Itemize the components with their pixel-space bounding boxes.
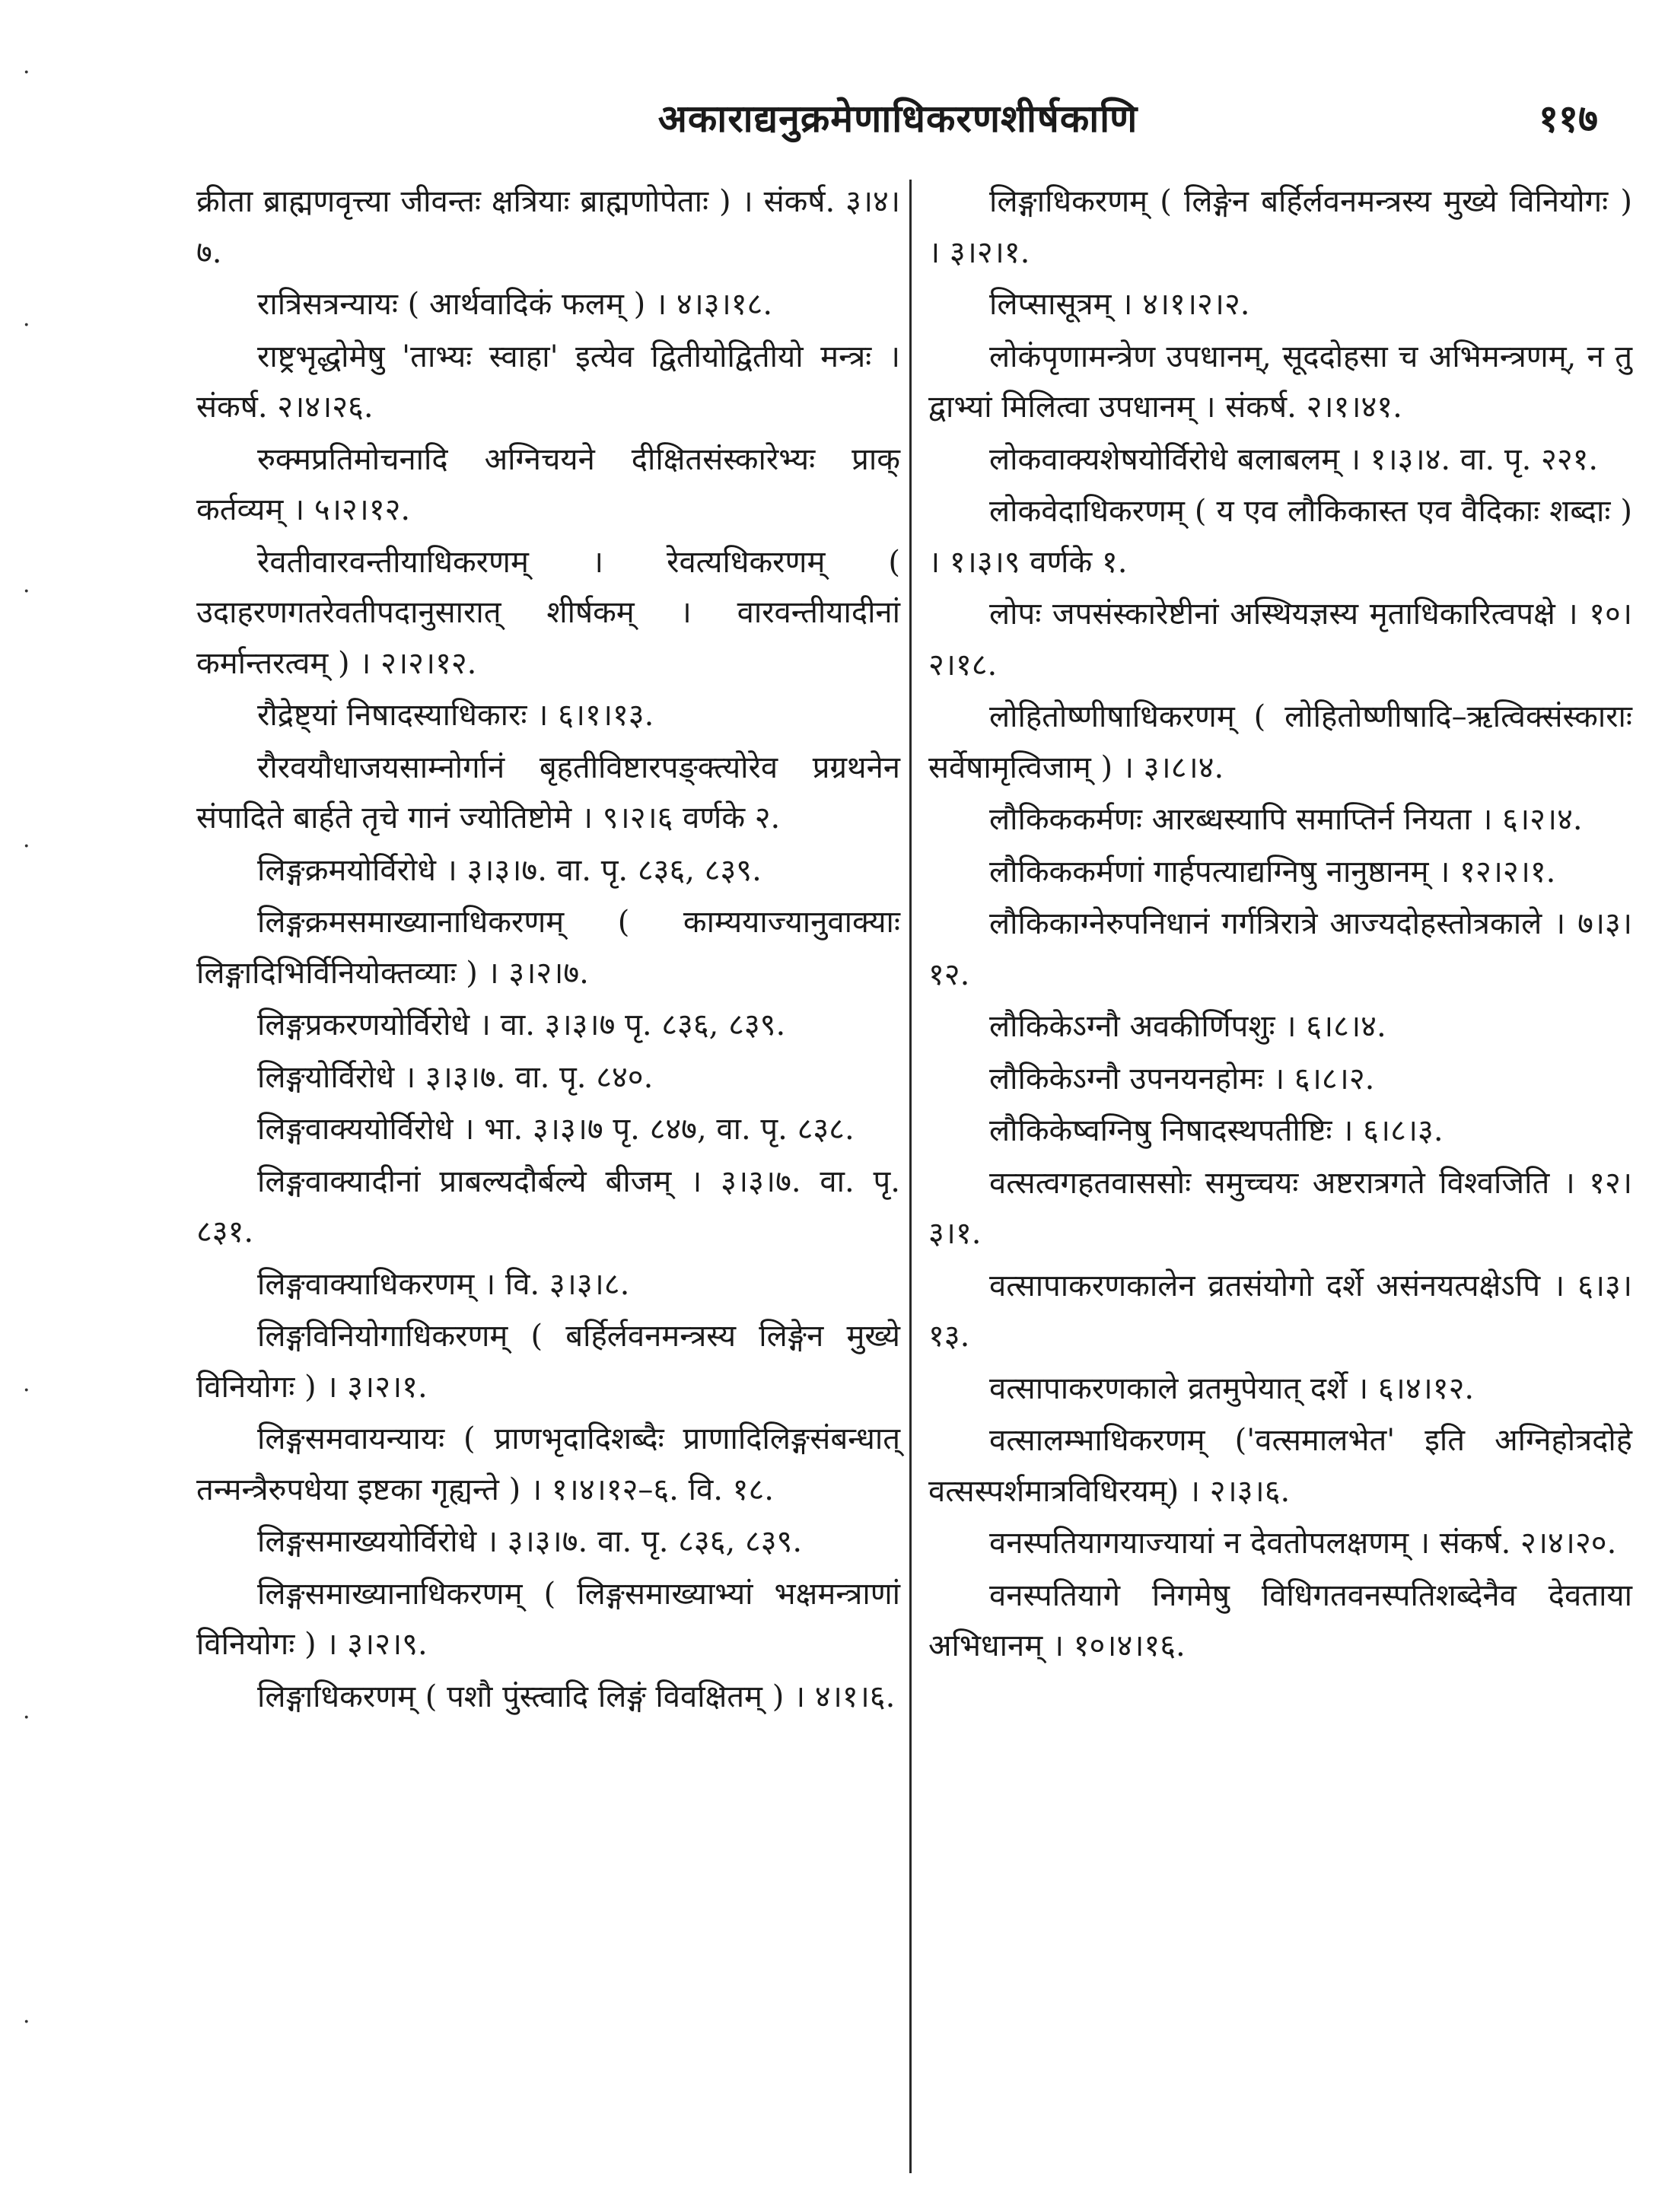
index-entry: लोपः जपसंस्कारेष्टीनां अस्थियज्ञस्य मृताधिकारित्वपक्षे । १०।२।१८. (928, 597, 1632, 683)
index-entry: रेवतीवारवन्तीयाधिकरणम् । रेवत्यधिकरणम् ( उदाहरणगतरेवतीपदानुसारात् शीर्षकम् । वारवन्तीयादीनां कर्मान्तरत्वम् ) । २।२।१२. (196, 544, 900, 681)
index-entry: वनस्पतियागे निगमेषु विधिगतवनस्पतिशब्देनैव देवताया अभिधानम् । १०।४।१६. (928, 1577, 1632, 1663)
column-divider (909, 180, 912, 2173)
index-entry: लिङ्गवाक्यादीनां प्राबल्यदौर्बल्ये बीजम् । ३।३।७. वा. पृ. ८३१. (196, 1163, 900, 1249)
index-entry: रौद्रेष्ट्यां निषादस्याधिकारः । ६।१।१३. (257, 698, 654, 733)
index-entry: लौकिकाग्नेरुपनिधानं गर्गत्रिरात्रे आज्यदोहस्तोत्रकाले । ७।३।१२. (928, 906, 1632, 992)
index-entry: लौकिकेऽग्नौ उपनयनहोमः । ६।८।२. (989, 1061, 1375, 1096)
margin-mark: · (23, 2009, 30, 2035)
index-entry: रौरवयौधाजयसाम्नोर्गानं बृहतीविष्टारपङ्क्त्योरेव प्रग्रथनेन संपादिते बार्हते तृचे गानं ज्योतिष्टोमे । ९।२।६ वर्णके २. (196, 750, 900, 835)
running-header (198, 91, 1598, 152)
index-entry: लिङ्गवाक्ययोर्विरोधे । भा. ३।३।७ पृ. ८४७, वा. पृ. ८३८. (257, 1112, 855, 1147)
index-entry: क्रीता ब्राह्मणवृत्त्या जीवन्तः क्षत्रियाः ब्राह्मणोपेताः ) । संकर्ष. ३।४।७. (196, 184, 900, 270)
index-entry: लौकिकेष्वग्निषु निषादस्थपतीष्टिः । ६।८।३. (989, 1113, 1444, 1148)
index-entry: लिप्सासूत्रम् । ४।१।२।२. (989, 287, 1250, 322)
index-entry: रुक्मप्रतिमोचनादि अग्निचयने दीक्षितसंस्कारेभ्यः प्राक् कर्तव्यम् । ५।२।१२. (196, 441, 900, 527)
index-entry: लोहितोष्णीषाधिकरणम् ( लोहितोष्णीषादि–ऋत्विक्संस्काराः सर्वेषामृत्विजाम् ) । ३।८।४. (928, 699, 1632, 785)
margin-mark: · (23, 59, 30, 86)
index-entry: लिङ्गवाक्याधिकरणम् । वि. ३।३।८. (257, 1266, 630, 1302)
page-number: ११७ (1539, 96, 1598, 141)
index-entry: वनस्पतियागयाज्यायां न देवतोपलक्षणम् । संकर्ष. २।४।२०. (989, 1526, 1617, 1561)
index-entry: लोकवेदाधिकरणम् ( य एव लौकिकास्त एव वैदिकाः शब्दाः ) । १।३।९ वर्णके १. (928, 494, 1632, 580)
margin-mark: · (23, 578, 30, 605)
left-column (196, 177, 900, 1723)
index-entry: लोकंपृणामन्त्रेण उपधानम्, सूददोहसा च अभिमन्त्रणम्, न तु द्वाभ्यां मिलित्वा उपधानम् । संकर्ष. २।१।४१. (928, 339, 1632, 425)
index-entry: लौकिकेऽग्नौ अवकीर्णिपशुः । ६।८।४. (989, 1009, 1386, 1044)
index-entry: लिङ्गसमवायन्यायः ( प्राणभृदादिशब्दैः प्राणादिलिङ्गसंबन्धात् तन्मन्त्रैरुपधेया इष्टका गृह्यन्ते ) । १।४।१२–६. वि. १८. (196, 1421, 900, 1507)
index-entry: लिङ्गसमाख्यानाधिकरणम् ( लिङ्गसमाख्याभ्यां भक्षमन्त्राणां विनियोगः ) । ३।२।९. (196, 1576, 900, 1662)
index-entry: लिङ्गाधिकरणम् ( पशौ पुंस्त्वादि लिङ्गं विवक्षितम् ) । ४।१।६. (257, 1679, 896, 1714)
index-entry: वत्सापाकरणकाले व्रतमुपेयात् दर्शे । ६।४।१२. (989, 1370, 1475, 1406)
index-entry: वत्सालम्भाधिकरणम् ('वत्समालभेत' इति अग्निहोत्रदोहे वत्सस्पर्शमात्रविधिरयम्) । २।३।६. (928, 1423, 1632, 1509)
index-entry: लिङ्गक्रमयोर्विरोधे । ३।३।७. वा. पृ. ८३६, ८३९. (257, 852, 762, 888)
index-entry: लिङ्गप्रकरणयोर्विरोधे । वा. ३।३।७ पृ. ८३६, ८३९. (257, 1007, 786, 1042)
margin-mark: · (23, 1704, 30, 1731)
index-entry: वत्सत्वगहतवाससोः समुच्चयः अष्टरात्रगते विश्वजिति । १२।३।१. (928, 1165, 1632, 1251)
index-entry: रात्रिसत्रन्यायः ( आर्थवादिकं फलम् ) । ४।३।१८. (257, 287, 773, 322)
index-entry: लिङ्गसमाख्ययोर्विरोधे । ३।३।७. वा. पृ. ८३६, ८३९. (257, 1524, 803, 1559)
index-entry: लोकवाक्यशेषयोर्विरोधे बलाबलम् । १।३।४. वा. पृ. २२१. (989, 441, 1599, 477)
index-entry: लौकिककर्मणः आरब्धस्यापि समाप्तिर्न नियता । ६।२।४. (989, 802, 1583, 837)
margin-mark: · (23, 1377, 30, 1404)
index-entry: लिङ्गयोर्विरोधे । ३।३।७. वा. पृ. ८४०. (257, 1059, 654, 1095)
margin-mark: · (23, 312, 30, 339)
page-title: अकाराद्यनुक्रमेणाधिकरणशीर्षकाणि (657, 96, 1138, 141)
index-entry: लिङ्गविनियोगाधिकरणम् ( बर्हिर्लवनमन्त्रस्य लिङ्गेन मुख्ये विनियोगः ) । ३।२।१. (196, 1319, 900, 1405)
index-entry: लिङ्गक्रमसमाख्यानाधिकरणम् ( काम्ययाज्यानुवाक्याः लिङ्गादिभिर्विनियोक्तव्याः ) । ३।२।७. (196, 905, 900, 991)
index-entry: वत्सापाकरणकालेन व्रतसंयोगो दर्शे असंनयत्पक्षेऽपि । ६।३।१३. (928, 1268, 1632, 1354)
index-entry: राष्ट्रभृद्धोमेषु 'ताभ्यः स्वाहा' इत्येव द्वितीयोद्वितीयो मन्त्रः । संकर्ष. २।४।२६. (196, 339, 900, 425)
index-entry: लिङ्गाधिकरणम् ( लिङ्गेन बर्हिर्लवनमन्त्रस्य मुख्ये विनियोगः ) । ३।२।१. (928, 184, 1632, 270)
right-column (928, 177, 1632, 1673)
margin-mark: · (23, 833, 30, 860)
index-entry: लौकिककर्मणां गार्हपत्याद्यग्निषु नानुष्ठानम् । १२।२।१. (989, 854, 1556, 890)
